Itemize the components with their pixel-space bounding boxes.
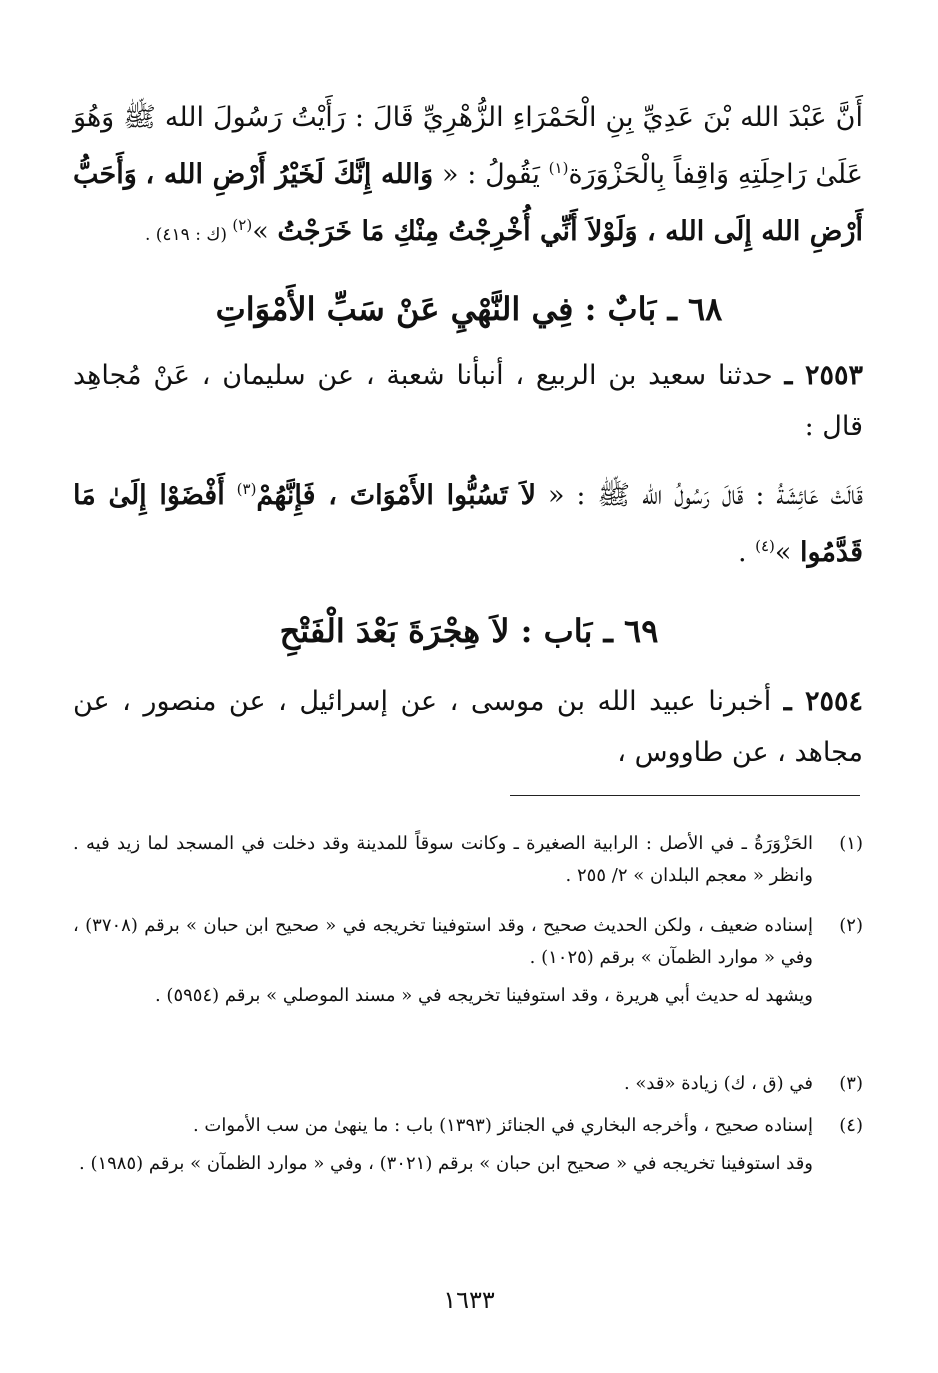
footnote-text: إسناده ضعيف ، ولكن الحديث صحيح ، وقد استوفينا تخريجه في « صحيح ابن حبان » برقم (٣٧٠٨) ، وفي « موارد الظمآن » برقم (١٠٢٥) . xyxy=(73,915,813,968)
page-number: ١٦٣٣ xyxy=(443,1286,495,1314)
footnote-text: إسناده صحيح ، وأخرجه البخاري في الجنائز (١٣٩٣) باب : ما ينهىٰ من سب الأموات . xyxy=(192,1115,813,1136)
hadith-quote-part-2: وَأَحَبُّ أَرْضِ الله إِلَى الله ، وَلَوْلاَ أَنِّي أُخْرِجْتُ مِنْكِ مَا خَرَجْتُ xyxy=(73,159,863,247)
footnote-1 xyxy=(73,828,863,892)
top-line-1: أَنَّ عَبْدَ الله بْنَ عَدِيِّ بِنِ الْحَمْرَاءِ الزُّهْرِيِّ قَالَ : رَأَيْتُ رَسُولَ الله ﷺ xyxy=(123,102,863,133)
footnote-number: (٤) xyxy=(839,1115,863,1136)
hadith-number-2553: ٢٥٥٣ ـ xyxy=(784,360,863,391)
top-paragraph xyxy=(73,92,863,261)
footnote-text: في (ق ، ك) زيادة «قد» . xyxy=(623,1073,813,1094)
footnote-ref-3: (٣) xyxy=(236,480,257,498)
hadith-2553-quote-a: لاَ تَسُبُّوا الأَمْوَاتَ ، فَإِنَّهُمْ xyxy=(256,480,537,511)
footnote-number: (٣) xyxy=(839,1073,863,1094)
chapter-heading-69: ٦٩ ـ بَاب : لاَ هِجْرَةَ بَعْدَ الْفَتْحِ xyxy=(279,612,659,650)
hadith-2553-close: » xyxy=(774,537,800,568)
footnote-text: ويشهد له حديث أبي هريرة ، وقد استوفينا تخريجه في « مسند الموصلي » برقم (٥٩٥٤) . xyxy=(154,985,813,1006)
hadith-quote-part-1: وَالله إِنَّكَ لَخَيْرُ أَرْضِ الله ، xyxy=(145,159,434,190)
footnote-divider xyxy=(510,795,860,796)
hadith-2553-text: قَالَتْ عَائِشَةُ : قَالَ رَسُولُ الله ﷺ : « xyxy=(536,480,863,511)
hadith-2553 xyxy=(73,350,863,578)
top-line-2a: وَهُوَ عَلَىٰ رَاحِلَتِهِ وَاقِفاً بِالْحَزْوَرَة xyxy=(73,102,863,190)
hadith-2553-chain: حدثنا سعيد بن الربيع ، أنبأنا شعبة ، عن سليمان ، عَنْ مُجاهِد قال : xyxy=(73,360,863,442)
footnote-text: وقد استوفينا تخريجه في « صحيح ابن حبان » برقم (٣٠٢١) ، وفي « موارد الظمآن » برقم (١٩٨٥) . xyxy=(79,1153,813,1174)
hadith-2553-quote-b: أَفْضَوْا إِلَىٰ مَا قَدَّمُوا xyxy=(73,480,863,568)
quote-close: » xyxy=(252,216,278,247)
footnote-text: الحَزْوَرَةُ ـ في الأصل : الرابية الصغيرة ـ وكانت سوقاً للمدينة وقد دخلت في المسجد لما زيد فيه . وانظر « معجم البلدان » ٢/ ٢٥٥ . xyxy=(73,833,813,886)
hadith-2554-chain: أخبرنا عبيد الله بن موسى ، عن إسرائيل ، عن منصور ، عن مجاهد ، عن طاووس ، xyxy=(73,686,863,768)
footnote-ref-1: (١) xyxy=(548,159,569,177)
footnote-number: (٢) xyxy=(839,915,863,936)
hadith-2553-end: . xyxy=(737,537,756,568)
top-line-2b: يَقُولُ : « xyxy=(433,159,549,190)
footnote-2 xyxy=(73,910,863,1012)
footnote-4 xyxy=(73,1110,863,1180)
footnote-number: (١) xyxy=(839,833,863,854)
hadith-number-2554: ٢٥٥٤ ـ xyxy=(783,686,864,717)
source-reference: (ك : ٤١٩) . xyxy=(144,225,233,245)
chapter-heading-68: ٦٨ ـ بَابٌ : فِي النَّهْيِ عَنْ سَبِّ الأَمْوَاتِ xyxy=(215,290,723,328)
footnote-3 xyxy=(73,1068,863,1100)
hadith-2554 xyxy=(73,676,863,778)
footnote-ref-2: (٢) xyxy=(232,216,253,234)
footnote-ref-4: (٤) xyxy=(755,537,775,555)
